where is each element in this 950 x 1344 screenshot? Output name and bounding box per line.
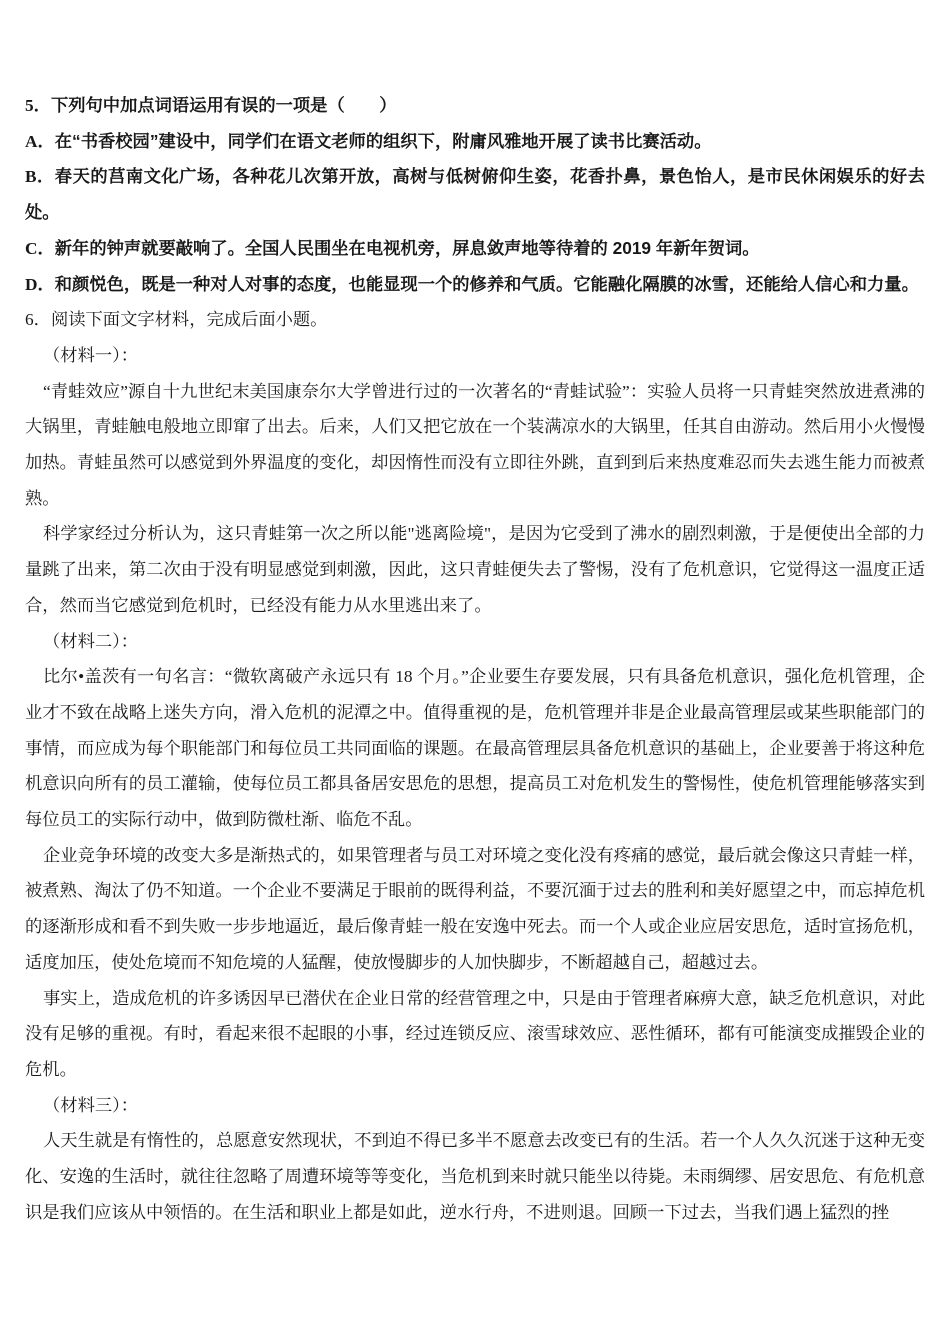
material-1-title: （材料一）： bbox=[43, 345, 139, 365]
option-b-text-after: ，花香扑鼻，景色怡人，是市民休闲娱乐的好去处。 bbox=[25, 166, 925, 223]
option-a-label: A． bbox=[25, 131, 55, 151]
option-b bbox=[25, 159, 925, 230]
material-1-paragraph-2: 科学家经过分析认为，这只青蛙第一次之所以能"逃离险境"，是因为它受到了沸水的剧烈刺激，于是便使出全部的力量跳了出来，第二次由于没有明显感觉到刺激，因此，这只青蛙便失去了警惕，没有了危机意识，它觉得这一温度正适合，然而当它感觉到危机时，已经没有能力从水里逃出来了。 bbox=[25, 524, 925, 615]
material-3-title: （材料三）： bbox=[43, 1095, 139, 1115]
material-2-title: （材料二）： bbox=[43, 631, 139, 651]
option-c-emphasized-word: 屏息敛声 bbox=[452, 238, 522, 258]
option-d-label: D． bbox=[25, 274, 55, 294]
option-b-text-before: 春天的莒南文化广场，各种花儿次第开放，高树与低树 bbox=[54, 166, 482, 187]
question-6-number: 6． bbox=[25, 310, 51, 330]
reading-materials bbox=[25, 338, 925, 1231]
material-2-paragraph-1: 比尔•盖茨有一句名言：“微软离破产永远只有 18 个月。”企业要生存要发展，只有具备危机意识，强化危机管理，企业才不致在战略上迷失方向，滑入危机的泥潭之中。值得重视的是，危机管理并非是企业最高管理层或某些职能部门的事情，而应成为每个职能部门和每位员工共同面临的课题。在最高管理层具备危机意识的基础上，企业要善于将这种危机意识向所有的员工灌输，使每位员工都具备居安思危的思想，提高员工对危机发生的警惕性，使危机管理能够落实到每位员工的实际行动中，做到防微杜渐、临危不乱。 bbox=[25, 667, 925, 830]
option-c-text-after: 地等待着的 2019 年新年贺词。 bbox=[521, 237, 760, 258]
question-5-number: 5． bbox=[25, 96, 51, 115]
question-5-stem bbox=[25, 88, 925, 124]
option-c-text-before: 新年的钟声就要敲响了。全国人民围坐在电视机旁， bbox=[54, 237, 453, 258]
option-a-text-before: 在“书香校园”建设中，同学们在语文老师的组织下， bbox=[54, 130, 453, 151]
option-d-text-after: ，既是一种对人对事的态度，也能显现一个的修养和气质。它能融化隔膜的冰雪，还能给人信心和力量。 bbox=[123, 273, 919, 294]
question-6-stem-text: 阅读下面文字材料，完成后面小题。 bbox=[50, 310, 328, 330]
option-c bbox=[25, 231, 925, 267]
question-5-stem-text: 下列句中加点词语运用有误的一项是（ ） bbox=[50, 95, 397, 115]
material-2 bbox=[25, 624, 925, 1088]
material-1 bbox=[25, 338, 925, 624]
option-c-label: C． bbox=[25, 238, 55, 258]
option-a bbox=[25, 124, 925, 160]
question-6-stem bbox=[25, 302, 925, 338]
option-b-label: B． bbox=[25, 167, 55, 187]
material-3-paragraph-1: 人天生就是有惰性的，总愿意安然现状，不到迫不得已多半不愿意去改变已有的生活。若一个人久久沉迷于这种无变化、安逸的生活时，就往往忽略了周遭环境等等变化，当危机到来时就只能坐以待毙。未雨绸缪、居安思危、有危机意识是我们应该从中领悟的。在生活和职业上都是如此，逆水行舟，不进则退。回顾一下过去，当我们遇上猛烈的挫 bbox=[25, 1131, 925, 1222]
option-a-emphasized-word: 附庸风雅 bbox=[452, 131, 522, 151]
option-d bbox=[25, 267, 925, 303]
question-6 bbox=[25, 302, 925, 1230]
material-1-paragraph-1: “青蛙效应”源自十九世纪末美国康奈尔大学曾进行过的一次著名的“青蛙试验”：实验人员将一只青蛙突然放进煮沸的大锅里，青蛙触电般地立即窜了出去。后来，人们又把它放在一个装满凉水的大锅里，任其自由游动。然后用小火慢慢加热。青蛙虽然可以感觉到外界温度的变化，却因惰性而没有立即往外跳，直到到后来热度难忍而失去逃生能力而被煮熟。 bbox=[25, 381, 925, 508]
material-2-paragraph-2: 企业竞争环境的改变大多是渐热式的，如果管理者与员工对环境之变化没有疼痛的感觉，最后就会像这只青蛙一样，被煮熟、淘汰了仍不知道。一个企业不要满足于眼前的既得利益，不要沉湎于过去的胜利和美好愿望之中，而忘掉危机的逐渐形成和看不到失败一步步地逼近，最后像青蛙一般在安逸中死去。而一个人或企业应居安思危，适时宣扬危机，适度加压，使处危境而不知危境的人猛醒，使放慢脚步的人加快脚步，不断超越自己，超越过去。 bbox=[25, 845, 925, 972]
question-5 bbox=[25, 88, 925, 302]
option-b-emphasized-word: 俯仰生姿 bbox=[481, 167, 553, 187]
material-2-paragraph-3: 事实上，造成危机的许多诱因早已潜伏在企业日常的经营管理之中，只是由于管理者麻痹大意，缺乏危机意识，对此没有足够的重视。有时，看起来很不起眼的小事，经过连锁反应、滚雪球效应、恶性循环，都有可能演变成摧毁企业的危机。 bbox=[25, 988, 925, 1079]
option-d-emphasized-word: 和颜悦色 bbox=[54, 274, 124, 294]
material-3 bbox=[25, 1088, 925, 1231]
option-a-text-after: 地开展了读书比赛活动。 bbox=[521, 130, 712, 151]
